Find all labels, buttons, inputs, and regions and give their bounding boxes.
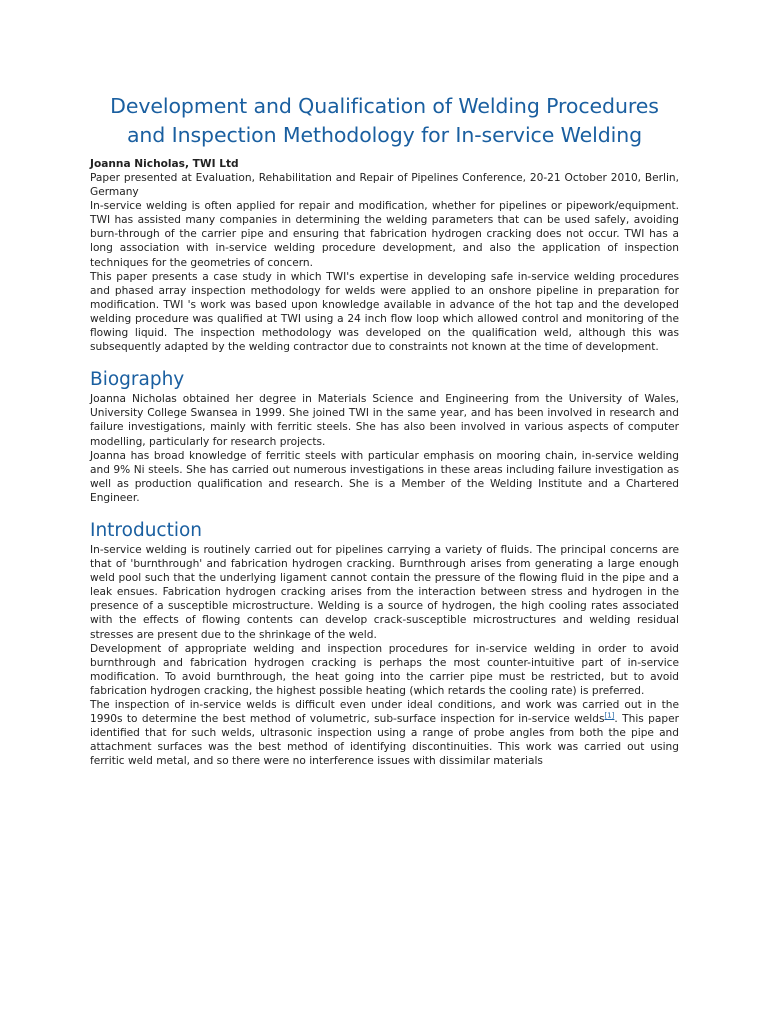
- abstract-paragraph-1: In-service welding is often applied for repair and modification, whether for pipelines or pipework/equipment. TWI has assisted many companies in determining the welding parameters that can be used safely, avoiding burn-through of the carrier pipe and ensuring that fabrication hydrogen cracking does not occur. TWI has a long association with in-service welding procedure development, and also the application of inspection techniques for the geometries of concern.: [90, 200, 679, 269]
- biography-heading: Biography: [90, 369, 185, 391]
- venue-paragraph: Paper presented at Evaluation, Rehabilitation and Repair of Pipelines Conference, 20-21 October 2010, Berlin, Germany: [90, 172, 679, 199]
- document-title: Development and Qualification of Welding Procedures and Inspection Methodology for In-service Welding: [110, 94, 659, 147]
- reference-link-1[interactable]: [1]: [604, 711, 615, 720]
- introduction-paragraph-3-start: The inspection of in-service welds is difficult even under ideal conditions, and work was carried out in the 1990s to determine the best method of volumetric, sub-surface inspection for in-service welds: [90, 699, 679, 726]
- introduction-heading: Introduction: [90, 519, 203, 541]
- abstract-paragraph-2: This paper presents a case study in which TWI's expertise in developing safe in-service welding procedures and phased array inspection methodology for welds were applied to an onshore pipeline in preparation for modification. TWI 's work was based upon knowledge available in advance of the hot tap and the developed welding procedure was qualified at TWI using a 24 inch flow loop which allowed control and monitoring of the flowing liquid. The inspection methodology was developed on the qualification weld, although this was subsequently adapted by the welding contractor due to constraints not known at the time of development.: [90, 270, 679, 354]
- introduction-paragraph-3-end: . This paper identified that for such welds, ultrasonic inspection using a range of probe angles from both the pipe and attachment surfaces was the best method of identifying discontinuities. This work was carried out using ferritic weld metal, and so there were no interference issues with dissimilar materials: [90, 713, 679, 768]
- reference-marker[interactable]: [604, 712, 614, 720]
- introduction-paragraph-2: Development of appropriate welding and inspection procedures for in-service welding in order to avoid burnthrough and fabrication hydrogen cracking is perhaps the most counter-intuitive part of in-service modification. To avoid burnthrough, the heat going into the carrier pipe must be restricted, but to avoid fabrication hydrogen cracking, the highest possible heating (which retards the cooling rate) is preferred.: [90, 642, 679, 697]
- biography-paragraph-2: Joanna has broad knowledge of ferritic steels with particular emphasis on mooring chain, in-service welding and 9% Ni steels. She has carried out numerous investigations in these areas including failure investigation as well as production qualification and research. She is a Member of the Welding Institute and a Chartered Engineer.: [90, 449, 679, 504]
- document-page: [90, 92, 679, 768]
- introduction-paragraph-3: [90, 698, 679, 768]
- biography-paragraph-1: Joanna Nicholas obtained her degree in Materials Science and Engineering from the University of Wales, University College Swansea in 1999. She joined TWI in the same year, and has been involved in research and failure investigations, mainly with ferritic steels. She has also been involved in various aspects of computer modelling, particularly for research projects.: [90, 393, 679, 448]
- introduction-paragraph-1: In-service welding is routinely carried out for pipelines carrying a variety of fluids. The principal concerns are that of 'burnthrough' and fabrication hydrogen cracking. Burnthrough arises from generating a large enough weld pool such that the underlying ligament cannot contain the pressure of the flowing fluid in the pipe and a leak ensues. Fabrication hydrogen cracking arises from the interaction between stress and hydrogen in the presence of a susceptible microstructure. Welding is a source of hydrogen, the high cooling rates associated with the effects of flowing contents can develop crack-susceptible microstructures and welding residual stresses are present due to the shrinkage of the weld.: [90, 543, 679, 641]
- author-line: Joanna Nicholas, TWI Ltd: [90, 158, 239, 170]
